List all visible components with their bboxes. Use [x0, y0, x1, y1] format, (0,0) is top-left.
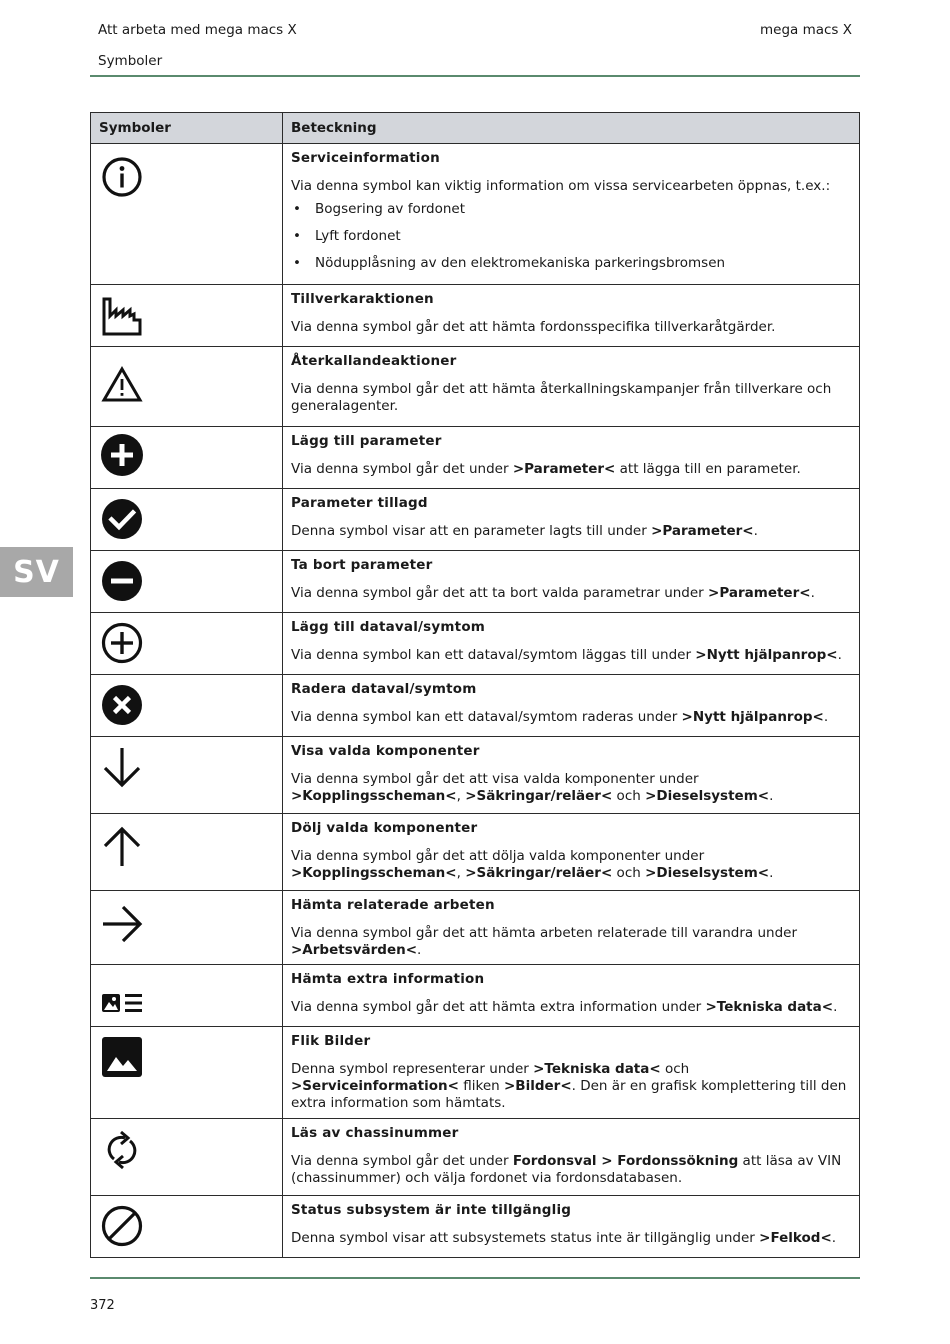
- table-row: [91, 1119, 860, 1196]
- symbol-cell: [91, 285, 283, 347]
- designation-cell: [283, 891, 860, 965]
- menu-reference: >Dieselsystem<: [645, 788, 770, 804]
- table-row: [91, 427, 860, 489]
- description-text: Denna symbol representerar under: [291, 1061, 534, 1077]
- description-text: .: [769, 788, 774, 804]
- menu-reference: >Kopplingsscheman<: [291, 788, 457, 804]
- designation-cell: [283, 814, 860, 891]
- description-text: Via denna symbol kan ett dataval/symtom läggas till under: [291, 647, 696, 663]
- symbol-description: [291, 771, 851, 805]
- menu-reference: >Arbetsvärden<: [291, 942, 418, 958]
- description-text: Via denna symbol går det att hämta arbeten relaterade till varandra under: [291, 925, 797, 941]
- designation-cell: [283, 613, 860, 675]
- language-tab: SV: [0, 547, 73, 597]
- table-row: [91, 965, 860, 1027]
- footer-divider: [90, 1277, 860, 1279]
- symbol-title: Serviceinformation: [291, 150, 440, 166]
- description-text: .: [769, 865, 774, 881]
- column-header-designation: Beteckning: [283, 113, 860, 144]
- list-item: • Nödupplåsning av den elektromekaniska parkeringsbromsen: [291, 255, 851, 272]
- menu-reference: >Nytt hjälpanrop<: [681, 709, 824, 725]
- symbol-description: [291, 461, 851, 478]
- symbol-cell: [91, 144, 283, 285]
- table-row: [91, 891, 860, 965]
- symbol-cell: [91, 613, 283, 675]
- table-row: [91, 489, 860, 551]
- symbol-description: Via denna symbol kan viktig information om vissa servicearbeten öppnas, t.ex.:: [291, 178, 831, 194]
- description-text: Via denna symbol går det under: [291, 461, 513, 477]
- header-divider: [90, 75, 860, 77]
- symbol-description: [291, 1061, 851, 1112]
- description-text: Via denna symbol går det att dölja valda komponenter under: [291, 848, 705, 864]
- symbol-cell: [91, 347, 283, 427]
- table-row: [91, 737, 860, 814]
- symbol-cell: [91, 1027, 283, 1119]
- symbol-title: Parameter tillagd: [291, 495, 428, 511]
- header-product-name: mega macs X: [759, 22, 852, 38]
- description-text: Denna symbol visar att subsystemets status inte är tillgänglig under: [291, 1230, 760, 1246]
- symbol-title: Flik Bilder: [291, 1033, 371, 1049]
- description-text: ,: [456, 865, 466, 881]
- designation-cell: [283, 965, 860, 1027]
- symbol-description: [291, 925, 851, 959]
- header-chapter-title: Att arbeta med mega macs X: [98, 22, 297, 38]
- table-header-row: [91, 113, 860, 144]
- description-text: Via denna symbol går det att hämta extra information under: [291, 999, 706, 1015]
- symbol-title: Återkallandeaktioner: [291, 353, 457, 369]
- description-text: .: [833, 999, 838, 1015]
- menu-reference: >Parameter<: [708, 585, 811, 601]
- menu-reference: >Tekniska data<: [533, 1061, 661, 1077]
- table-row: [91, 144, 860, 285]
- symbol-description: Via denna symbol går det att hämta återkallningskampanjer från tillverkare och generalagenter.: [291, 381, 832, 414]
- description-text: Via denna symbol går det att ta bort valda parametrar under: [291, 585, 709, 601]
- menu-reference: Fordonsval > Fordonssökning: [512, 1153, 739, 1169]
- menu-reference: >Dieselsystem<: [645, 865, 770, 881]
- symbol-cell: [91, 489, 283, 551]
- designation-cell: [283, 285, 860, 347]
- symbol-cell: [91, 675, 283, 737]
- symbol-title: Status subsystem är inte tillgänglig: [291, 1202, 572, 1218]
- designation-cell: [283, 675, 860, 737]
- designation-cell: [283, 1119, 860, 1196]
- description-text: Via denna symbol går det under: [291, 1153, 513, 1169]
- table-row: [91, 1196, 860, 1258]
- symbol-title: Läs av chassinummer: [291, 1125, 459, 1141]
- symbol-title: Visa valda komponenter: [291, 743, 480, 759]
- description-text: .: [837, 647, 842, 663]
- symbol-description: [291, 1153, 851, 1187]
- symbol-description: [291, 647, 851, 664]
- bullet-list: [291, 201, 851, 272]
- symbols-table: [90, 112, 860, 1258]
- table-row: [91, 814, 860, 891]
- symbol-title: Tillverkaraktionen: [291, 291, 434, 307]
- menu-reference: >Säkringar/reläer<: [465, 865, 613, 881]
- description-text: .: [831, 1230, 837, 1246]
- description-text: Via denna symbol kan ett dataval/symtom raderas under: [291, 709, 682, 725]
- menu-reference: >Säkringar/reläer<: [465, 788, 613, 804]
- symbol-description: Via denna symbol går det att hämta fordonsspecifika tillverkaråtgärder.: [291, 319, 776, 335]
- menu-reference: >Felkod<: [759, 1230, 832, 1246]
- description-text: . Den är en grafisk komplettering till den extra information som hämtats.: [291, 1078, 847, 1111]
- symbol-cell: [91, 814, 283, 891]
- symbol-description: [291, 1230, 851, 1247]
- symbol-title: Dölj valda komponenter: [291, 820, 478, 836]
- symbol-description: [291, 848, 851, 882]
- description-text: Via denna symbol går det att visa valda komponenter under: [291, 771, 699, 787]
- symbol-title: Lägg till parameter: [291, 433, 442, 449]
- designation-cell: [283, 737, 860, 814]
- description-text: att lägga till en parameter.: [615, 461, 801, 477]
- list-item: • Bogsering av fordonet: [291, 201, 851, 218]
- symbol-description: [291, 709, 851, 726]
- header-section-title: Symboler: [98, 53, 163, 69]
- table-row: [91, 551, 860, 613]
- symbol-title: Hämta relaterade arbeten: [291, 897, 495, 913]
- designation-cell: [283, 427, 860, 489]
- symbol-cell: [91, 737, 283, 814]
- symbol-title: Ta bort parameter: [291, 557, 433, 573]
- table-row: [91, 613, 860, 675]
- symbol-cell: [91, 965, 283, 1027]
- table-row: [91, 675, 860, 737]
- designation-cell: [283, 551, 860, 613]
- description-text: och: [612, 788, 646, 804]
- designation-cell: [283, 1196, 860, 1258]
- symbol-description: [291, 523, 851, 540]
- symbol-cell: [91, 551, 283, 613]
- description-text: .: [417, 942, 422, 958]
- page-number: 372: [90, 1298, 115, 1313]
- symbol-cell: [91, 891, 283, 965]
- menu-reference: >Parameter<: [651, 523, 754, 539]
- designation-cell: [283, 489, 860, 551]
- symbol-title: Radera dataval/symtom: [291, 681, 477, 697]
- list-item: • Lyft fordonet: [291, 228, 851, 245]
- description-text: .: [823, 709, 829, 725]
- description-text: fliken: [458, 1078, 504, 1094]
- menu-reference: >Serviceinformation<: [291, 1078, 459, 1094]
- description-text: och: [612, 865, 646, 881]
- description-text: Denna symbol visar att en parameter lagts till under: [291, 523, 652, 539]
- designation-cell: [283, 347, 860, 427]
- description-text: .: [810, 585, 815, 601]
- symbol-title: Hämta extra information: [291, 971, 485, 987]
- menu-reference: >Tekniska data<: [705, 999, 834, 1015]
- designation-cell: [283, 1027, 860, 1119]
- designation-cell: [283, 144, 860, 285]
- description-text: ,: [456, 788, 466, 804]
- symbol-description: [291, 585, 851, 602]
- menu-reference: >Bilder<: [503, 1078, 572, 1094]
- table-row: [91, 347, 860, 427]
- description-text: .: [753, 523, 758, 539]
- description-text: att läsa av VIN (chassinummer) och välja fordonet via fordonsdatabasen.: [291, 1153, 842, 1186]
- symbol-description: [291, 999, 851, 1016]
- description-text: och: [660, 1061, 690, 1077]
- symbol-cell: [91, 1196, 283, 1258]
- menu-reference: >Parameter<: [512, 461, 616, 477]
- menu-reference: >Nytt hjälpanrop<: [695, 647, 838, 663]
- column-header-symbols: Symboler: [91, 113, 283, 144]
- symbol-title: Lägg till dataval/symtom: [291, 619, 486, 635]
- symbol-cell: [91, 427, 283, 489]
- symbol-cell: [91, 1119, 283, 1196]
- table-row: [91, 285, 860, 347]
- table-row: [91, 1027, 860, 1119]
- menu-reference: >Kopplingsscheman<: [291, 865, 457, 881]
